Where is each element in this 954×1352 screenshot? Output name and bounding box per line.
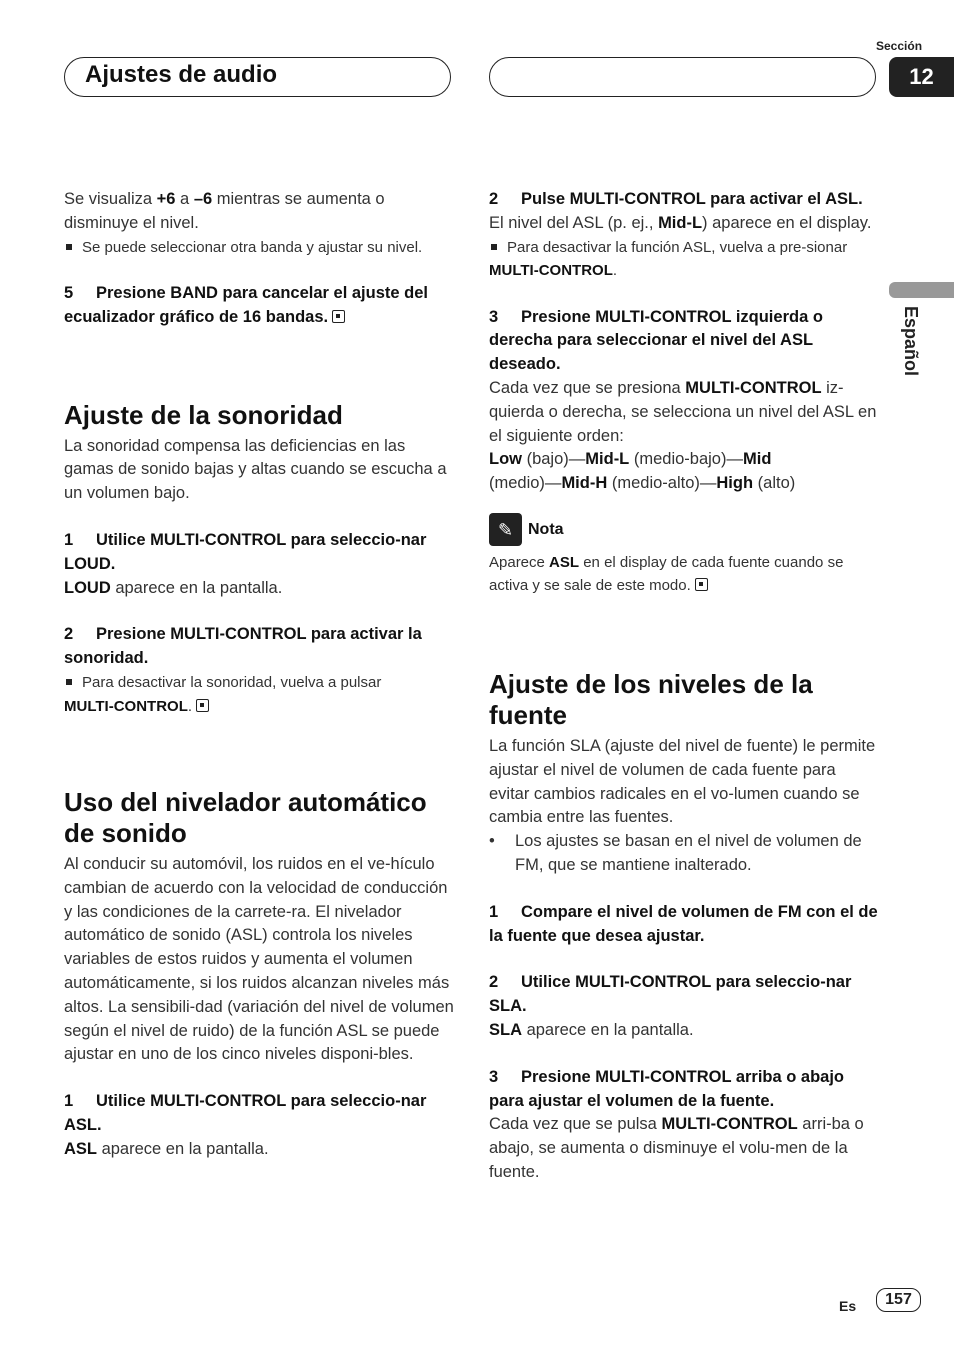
step-5: 5 Presione BAND para cancelar el ajuste del ecualizador gráfico de 16 bandas.	[64, 284, 428, 326]
asl-step-1-body: ASL aparece en la pantalla.	[64, 1139, 269, 1158]
heading-sla: Ajuste de los niveles de la fuente	[489, 668, 813, 730]
nota-text: Aparece ASL en el display de cada fuente cuando se activa y se sale de este modo.	[489, 553, 844, 595]
section-number: 12	[889, 57, 954, 97]
asl-step-2: 2 Pulse MULTI-CONTROL para activar el ASL.	[489, 190, 863, 208]
loud-step-2-note: Para desactivar la sonoridad, vuelva a pulsar MULTI-CONTROL.	[64, 674, 382, 715]
side-tab-bar	[889, 282, 954, 298]
square-bullet-icon	[66, 244, 72, 250]
asl-step-2-note: Para desactivar la función ASL, vuelva a pre-sionar MULTI-CONTROL.	[489, 238, 848, 280]
loudness-desc: La sonoridad compensa las deficiencias en las gamas de sonido bajas y altas cuando se escucha a un volumen bajo.	[64, 436, 447, 503]
square-bullet-icon	[491, 244, 497, 250]
loud-step-1-body: LOUD aparece en la pantalla.	[64, 578, 283, 597]
asl-step-3: 3 Presione MULTI-CONTROL izquierda o derecha para seleccionar el nivel del ASL deseado.	[489, 307, 823, 374]
asl-step-1: 1 Utilice MULTI-CONTROL para seleccio-nar ASL.	[64, 1092, 427, 1135]
intro-note: Se puede seleccionar otra banda y ajustar su nivel.	[64, 236, 454, 260]
asl-step-2-body: El nivel del ASL (p. ej., Mid-L) aparece en el display.	[489, 213, 872, 232]
asl-step-3-body: Cada vez que se presiona MULTI-CONTROL iz-quierda o derecha, se selecciona un nivel del ASL en el siguiente orden:	[489, 378, 877, 445]
sla-step-2: 2 Utilice MULTI-CONTROL para seleccio-nar SLA.	[489, 973, 852, 1016]
sla-step-3-body: Cada vez que se pulsa MULTI-CONTROL arri-ba o abajo, se aumenta o disminuye el volu-men de la fuente.	[489, 1115, 864, 1181]
asl-level-order: Low (bajo)—Mid-L (medio-bajo)—Mid (medio)—Mid-H (medio-alto)—High (alto)	[489, 450, 796, 493]
intro-paragraph: Se visualiza +6 a –6 mientras se aumenta o disminuye el nivel.	[64, 190, 385, 232]
sla-step-2-body: SLA aparece en la pantalla.	[489, 1020, 694, 1039]
loud-step-1: 1 Utilice MULTI-CONTROL para seleccio-nar LOUD.	[64, 531, 427, 573]
sla-desc: La función SLA (ajuste del nivel de fuente) le permite ajustar el nivel de volumen de cada fuente para evitar cambios radicales en el vo-lumen cuando se cambia entre las fuentes.	[489, 736, 876, 827]
nota-heading: ✎ Nota	[489, 512, 879, 547]
left-column	[64, 188, 454, 1162]
sla-bullet: • Los ajustes se basan en el nivel de volumen de FM, que se mantiene inalterado.	[489, 830, 879, 878]
sla-step-3: 3 Presione MULTI-CONTROL arriba o abajo para ajustar el volumen de la fuente.	[489, 1067, 845, 1110]
end-mark-icon	[695, 578, 708, 591]
bullet-dot-icon: •	[489, 832, 495, 851]
asl-desc: Al conducir su automóvil, los ruidos en el ve-hículo cambian de acuerdo con la velocidad de conducción y las condiciones de la carrete-ra. El nivelador automático de sonido (ASL) controla los niveles variables de estos ruidos y aumenta el volumen automáticamente, si los ruidos alcanzan niveles más altos. La sensibili-dad (variación del nivel de volumen según el nivel de ruido) de la función ASL se puede ajustar en uno de los cinco niveles disponi-bles.	[64, 855, 454, 1064]
side-tab-language: Español	[901, 306, 921, 377]
heading-loudness: Ajuste de la sonoridad	[64, 399, 343, 430]
page-header-title: Ajustes de audio	[85, 61, 278, 88]
pencil-icon: ✎	[489, 513, 522, 546]
section-label: Sección	[876, 39, 923, 53]
header-right-pill	[489, 57, 876, 97]
right-column	[489, 188, 879, 1185]
heading-asl: Uso del nivelador automático de sonido	[64, 787, 427, 849]
end-mark-icon	[196, 699, 209, 712]
sla-step-1: 1 Compare el nivel de volumen de FM con el de la fuente que desea ajustar.	[489, 902, 878, 945]
end-mark-icon	[332, 310, 345, 323]
footer-lang: Es	[839, 1298, 857, 1314]
square-bullet-icon	[66, 679, 72, 685]
loud-step-2: 2 Presione MULTI-CONTROL para activar la sonoridad.	[64, 625, 422, 668]
page-number: 157	[876, 1288, 921, 1312]
